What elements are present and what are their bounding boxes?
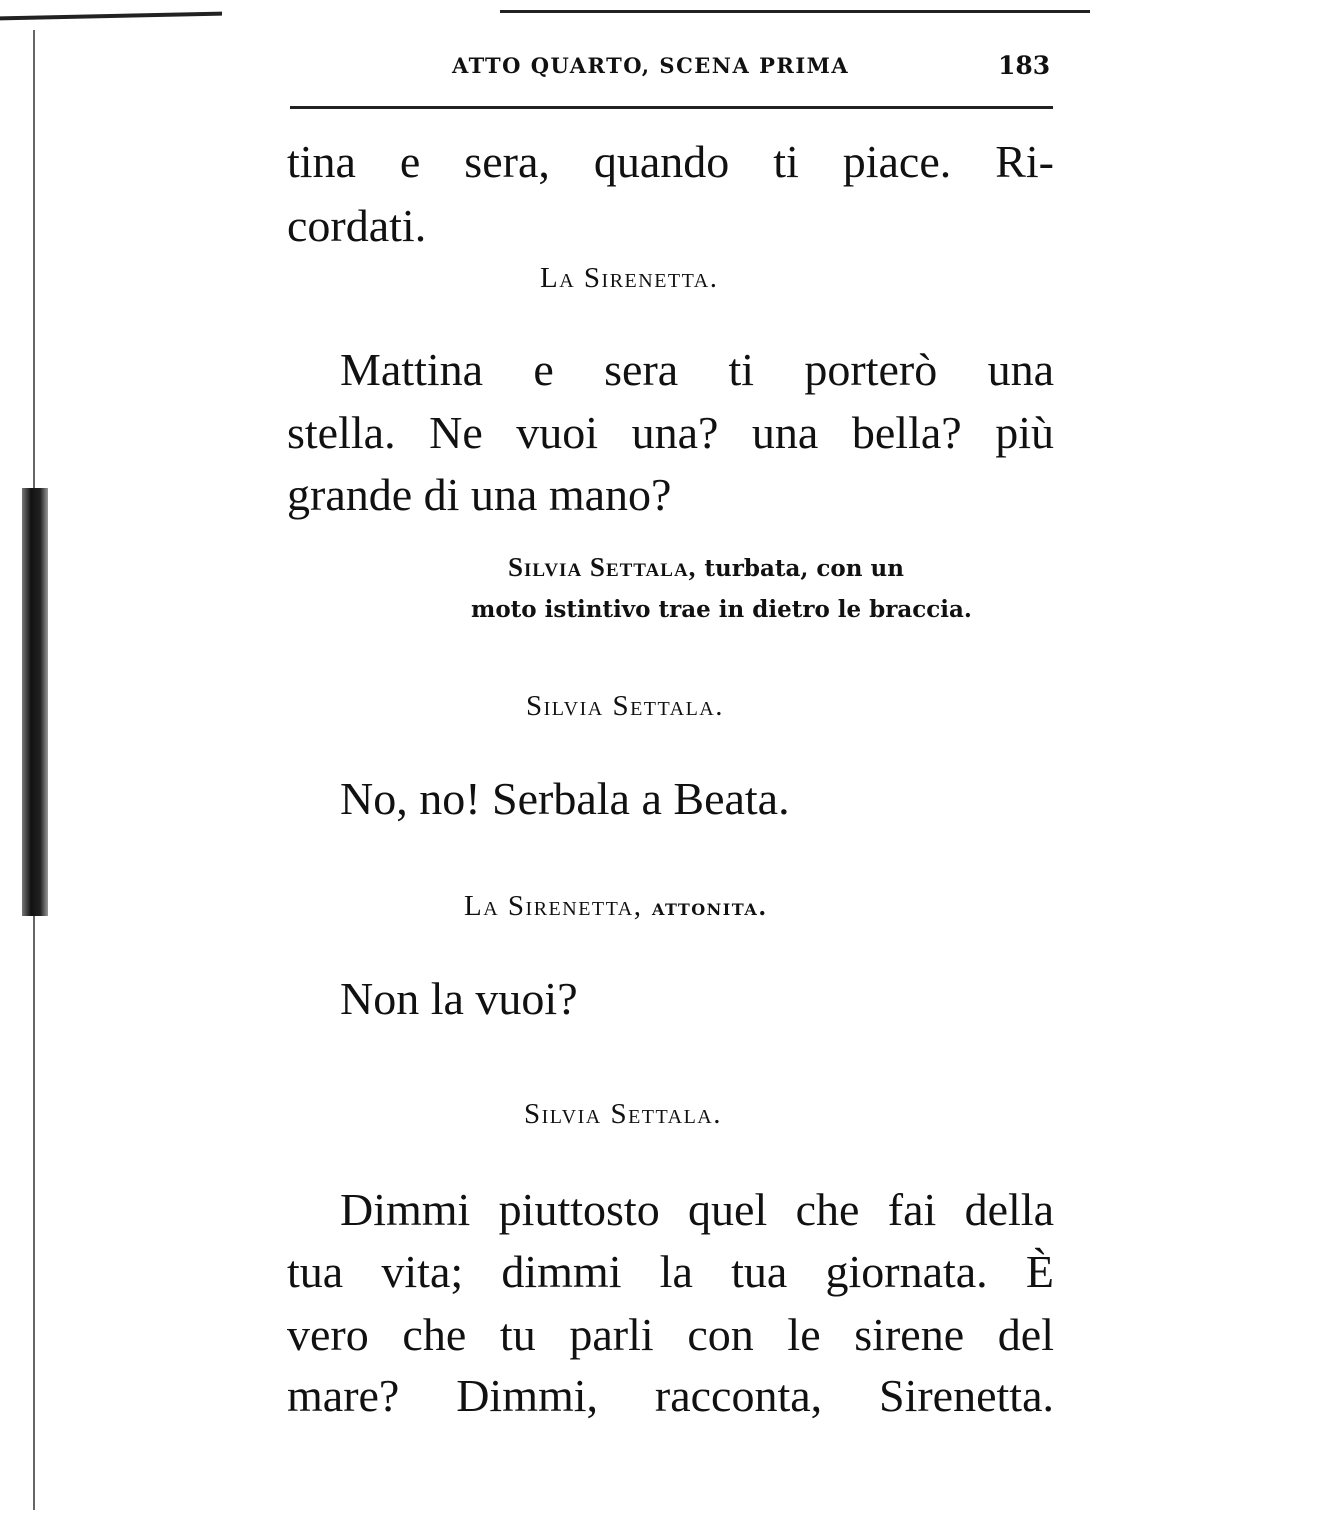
text-line: cordati.: [287, 200, 427, 251]
text-line: Mattina e sera ti porterò una: [340, 344, 1054, 395]
stage-direction-speaker: Silvia Settala,: [508, 552, 697, 582]
speaker-heading: Silvia Settala.: [524, 1098, 722, 1130]
page-number: 183: [998, 51, 1051, 80]
text-line: vero che tu parli con le sirene del: [287, 1309, 1054, 1360]
binding-shadow: [22, 488, 48, 916]
stage-direction: [508, 552, 904, 583]
text-line: stella. Ne vuoi una? una bella? più: [287, 407, 1054, 458]
stage-direction-text: attonita.: [642, 894, 768, 921]
running-head: ATTO QUARTO, SCENA PRIMA: [452, 53, 850, 78]
speaker-heading: La Sirenetta.: [540, 262, 719, 294]
header-rule: [290, 106, 1053, 109]
text-line: tina e sera, quando ti piace. Ri-: [287, 136, 1054, 187]
stage-direction: moto istintivo trae in dietro le braccia.: [471, 596, 972, 623]
speaker-name: La Sirenetta,: [464, 890, 643, 922]
stage-direction-text: turbata, con un: [696, 555, 904, 582]
text-line: tua vita; dimmi la tua giornata. È: [287, 1246, 1054, 1297]
scan-top-rule: [500, 10, 1090, 13]
scan-edge-mark: [0, 12, 222, 21]
text-line: grande di una mano?: [287, 469, 672, 520]
text-line: mare? Dimmi, racconta, Sirenetta.: [287, 1370, 1054, 1421]
text-line: Non la vuoi?: [340, 973, 578, 1024]
text-line: Dimmi piuttosto quel che fai della: [340, 1184, 1054, 1235]
speaker-heading: [464, 890, 768, 923]
speaker-heading: Silvia Settala.: [526, 690, 724, 722]
text-line: No, no! Serbala a Beata.: [340, 773, 790, 824]
